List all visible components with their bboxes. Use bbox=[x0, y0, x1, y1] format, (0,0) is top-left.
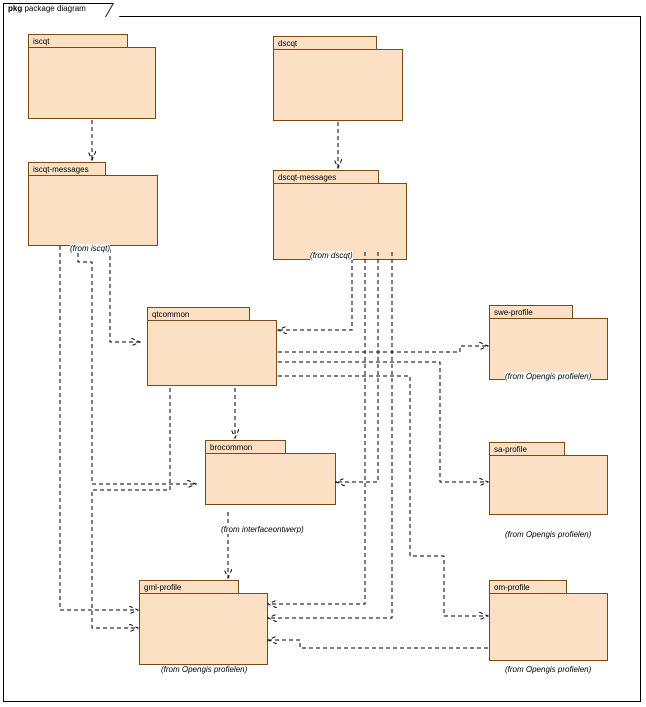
diagram-frame-name: package diagram bbox=[24, 4, 86, 13]
package-body bbox=[273, 183, 407, 260]
package-name: sa-profile bbox=[494, 445, 527, 454]
package-tab bbox=[147, 307, 250, 321]
package-caption-om-profile: (from Opengis profielen) bbox=[505, 665, 592, 674]
package-body bbox=[489, 318, 608, 380]
package-body bbox=[147, 320, 277, 386]
package-tab bbox=[28, 162, 106, 176]
package-tab bbox=[489, 442, 565, 456]
package-tab bbox=[489, 305, 573, 319]
diagram-frame-title bbox=[8, 4, 86, 13]
package-tab bbox=[205, 440, 286, 454]
package-tab bbox=[273, 36, 377, 50]
package-caption-sa-profile: (from Opengis profielen) bbox=[505, 530, 592, 539]
package-name: dscqt-messages bbox=[278, 173, 337, 182]
package-name: qtcommon bbox=[152, 310, 190, 319]
package-tab bbox=[489, 580, 567, 594]
package-caption-gml-profile: (from Opengis profielen) bbox=[161, 665, 248, 674]
package-name: om-profile bbox=[494, 583, 530, 592]
package-name: brocommon bbox=[210, 443, 253, 452]
package-tab bbox=[28, 34, 128, 48]
package-body bbox=[205, 453, 336, 505]
package-body bbox=[28, 175, 158, 246]
package-body bbox=[139, 593, 268, 665]
package-name: swe-profile bbox=[494, 308, 533, 317]
package-body bbox=[28, 47, 156, 119]
package-tab bbox=[139, 580, 239, 594]
package-caption-brocommon: (from interfaceontwerp) bbox=[221, 525, 304, 534]
package-caption-swe-profile: (from Opengis profielen) bbox=[505, 372, 592, 381]
package-body bbox=[273, 49, 403, 121]
package-body bbox=[489, 455, 608, 515]
package-caption-dscqt-messages: (from dscqt) bbox=[310, 251, 353, 260]
package-name: iscqt bbox=[33, 37, 50, 46]
package-name: iscqt-messages bbox=[33, 165, 89, 174]
package-tab bbox=[273, 170, 379, 184]
package-body bbox=[489, 593, 608, 661]
diagram-frame-stereotype: pkg bbox=[8, 4, 23, 13]
package-name: dscqt bbox=[278, 39, 298, 48]
package-caption-iscqt-messages: (from iscqt) bbox=[70, 244, 110, 253]
package-name: gml-profile bbox=[144, 583, 182, 592]
